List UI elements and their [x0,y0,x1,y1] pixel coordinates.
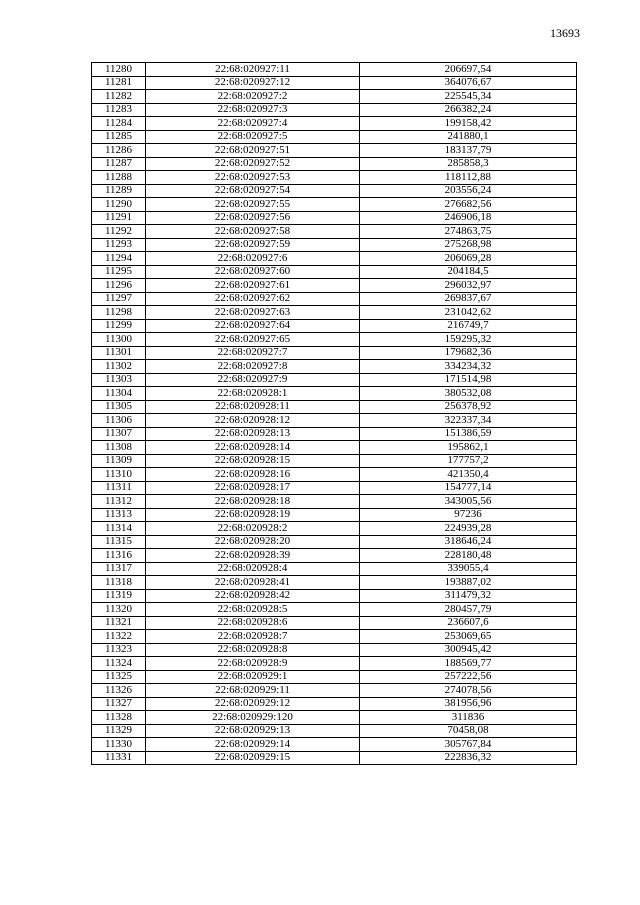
value-cell: 246906,18 [360,211,577,225]
cadastral-number-cell: 22:68:020927:58 [146,225,360,239]
value-cell: 151386,59 [360,427,577,441]
value-cell: 70458,08 [360,724,577,738]
cadastral-number-cell: 22:68:020927:54 [146,184,360,198]
cadastral-number-cell: 22:68:020927:5 [146,130,360,144]
row-number-cell: 11321 [92,616,146,630]
cadastral-number-cell: 22:68:020929:14 [146,738,360,752]
table-row [92,279,577,293]
table-row [92,400,577,414]
table-row [92,76,577,90]
table-row [92,238,577,252]
row-number-cell: 11291 [92,211,146,225]
row-number-cell: 11329 [92,724,146,738]
row-number-cell: 11306 [92,414,146,428]
cadastral-number-cell: 22:68:020928:7 [146,630,360,644]
cadastral-number-cell: 22:68:020929:12 [146,697,360,711]
value-cell: 381956,96 [360,697,577,711]
cadastral-number-cell: 22:68:020928:42 [146,589,360,603]
value-cell: 188569,77 [360,657,577,671]
cadastral-number-cell: 22:68:020929:11 [146,684,360,698]
table-row [92,724,577,738]
cadastral-number-cell: 22:68:020927:2 [146,90,360,104]
table-row [92,387,577,401]
table-row [92,508,577,522]
value-cell: 334234,32 [360,360,577,374]
value-cell: 285858,3 [360,157,577,171]
value-cell: 228180,48 [360,549,577,563]
table-row [92,306,577,320]
table-row [92,697,577,711]
table-row [92,468,577,482]
value-cell: 339055,4 [360,562,577,576]
value-cell: 206697,54 [360,63,577,77]
table-row [92,117,577,131]
table-row [92,495,577,509]
cadastral-value-table [91,62,577,765]
row-number-cell: 11286 [92,144,146,158]
cadastral-number-cell: 22:68:020928:17 [146,481,360,495]
row-number-cell: 11287 [92,157,146,171]
value-cell: 224939,28 [360,522,577,536]
table-row [92,738,577,752]
table-row [92,576,577,590]
row-number-cell: 11309 [92,454,146,468]
table-row [92,184,577,198]
table-row [92,130,577,144]
value-cell: 269837,67 [360,292,577,306]
row-number-cell: 11318 [92,576,146,590]
cadastral-number-cell: 22:68:020927:53 [146,171,360,185]
table-row [92,346,577,360]
table-row [92,630,577,644]
value-cell: 311479,32 [360,589,577,603]
value-cell: 275268,98 [360,238,577,252]
value-cell: 118112,88 [360,171,577,185]
table-row [92,670,577,684]
value-cell: 177757,2 [360,454,577,468]
cadastral-number-cell: 22:68:020927:59 [146,238,360,252]
value-cell: 225545,34 [360,90,577,104]
row-number-cell: 11303 [92,373,146,387]
cadastral-number-cell: 22:68:020927:64 [146,319,360,333]
cadastral-number-cell: 22:68:020929:120 [146,711,360,725]
value-cell: 276682,56 [360,198,577,212]
value-cell: 199158,42 [360,117,577,131]
cadastral-number-cell: 22:68:020927:55 [146,198,360,212]
row-number-cell: 11297 [92,292,146,306]
value-cell: 305767,84 [360,738,577,752]
row-number-cell: 11314 [92,522,146,536]
value-cell: 266382,24 [360,103,577,117]
row-number-cell: 11308 [92,441,146,455]
cadastral-number-cell: 22:68:020928:12 [146,414,360,428]
row-number-cell: 11293 [92,238,146,252]
cadastral-number-cell: 22:68:020927:56 [146,211,360,225]
table-row [92,144,577,158]
table-row [92,481,577,495]
table-row [92,414,577,428]
value-cell: 179682,36 [360,346,577,360]
value-cell: 300945,42 [360,643,577,657]
cadastral-number-cell: 22:68:020927:8 [146,360,360,374]
cadastral-number-cell: 22:68:020928:4 [146,562,360,576]
row-number-cell: 11290 [92,198,146,212]
table-row [92,427,577,441]
table-row [92,535,577,549]
value-cell: 236607,6 [360,616,577,630]
value-cell: 195862,1 [360,441,577,455]
cadastral-number-cell: 22:68:020928:41 [146,576,360,590]
row-number-cell: 11298 [92,306,146,320]
value-cell: 222836,32 [360,751,577,765]
row-number-cell: 11283 [92,103,146,117]
row-number-cell: 11317 [92,562,146,576]
row-number-cell: 11310 [92,468,146,482]
table-row [92,549,577,563]
value-cell: 204184,5 [360,265,577,279]
cadastral-number-cell: 22:68:020927:63 [146,306,360,320]
row-number-cell: 11300 [92,333,146,347]
value-cell: 183137,79 [360,144,577,158]
value-cell: 171514,98 [360,373,577,387]
row-number-cell: 11312 [92,495,146,509]
cadastral-number-cell: 22:68:020928:16 [146,468,360,482]
row-number-cell: 11331 [92,751,146,765]
cadastral-number-cell: 22:68:020928:18 [146,495,360,509]
cadastral-number-cell: 22:68:020928:2 [146,522,360,536]
table-row [92,103,577,117]
cadastral-number-cell: 22:68:020927:52 [146,157,360,171]
value-cell: 274078,56 [360,684,577,698]
value-cell: 154777,14 [360,481,577,495]
table-row [92,198,577,212]
cadastral-number-cell: 22:68:020927:51 [146,144,360,158]
cadastral-number-cell: 22:68:020929:1 [146,670,360,684]
row-number-cell: 11316 [92,549,146,563]
cadastral-number-cell: 22:68:020928:5 [146,603,360,617]
row-number-cell: 11320 [92,603,146,617]
value-cell: 318646,24 [360,535,577,549]
cadastral-number-cell: 22:68:020929:15 [146,751,360,765]
row-number-cell: 11289 [92,184,146,198]
cadastral-number-cell: 22:68:020927:62 [146,292,360,306]
row-number-cell: 11285 [92,130,146,144]
row-number-cell: 11299 [92,319,146,333]
cadastral-number-cell: 22:68:020927:6 [146,252,360,266]
row-number-cell: 11305 [92,400,146,414]
row-number-cell: 11326 [92,684,146,698]
table-row [92,265,577,279]
table-row [92,157,577,171]
cadastral-number-cell: 22:68:020928:9 [146,657,360,671]
table-row [92,643,577,657]
value-cell: 257222,56 [360,670,577,684]
row-number-cell: 11295 [92,265,146,279]
cadastral-number-cell: 22:68:020927:60 [146,265,360,279]
table-row [92,522,577,536]
table-row [92,292,577,306]
value-cell: 296032,97 [360,279,577,293]
value-cell: 380532,08 [360,387,577,401]
value-cell: 256378,92 [360,400,577,414]
row-number-cell: 11302 [92,360,146,374]
value-cell: 216749,7 [360,319,577,333]
row-number-cell: 11330 [92,738,146,752]
table-row [92,441,577,455]
cadastral-number-cell: 22:68:020928:6 [146,616,360,630]
cadastral-number-cell: 22:68:020928:14 [146,441,360,455]
row-number-cell: 11325 [92,670,146,684]
table-body [92,63,577,765]
value-cell: 193887,02 [360,576,577,590]
cadastral-number-cell: 22:68:020927:4 [146,117,360,131]
table-row [92,90,577,104]
row-number-cell: 11328 [92,711,146,725]
value-cell: 421350,4 [360,468,577,482]
row-number-cell: 11313 [92,508,146,522]
value-cell: 343005,56 [360,495,577,509]
table-row [92,333,577,347]
table-row [92,616,577,630]
value-cell: 231042,62 [360,306,577,320]
cadastral-number-cell: 22:68:020928:11 [146,400,360,414]
cadastral-number-cell: 22:68:020927:11 [146,63,360,77]
table-row [92,373,577,387]
row-number-cell: 11315 [92,535,146,549]
table-row [92,63,577,77]
row-number-cell: 11323 [92,643,146,657]
row-number-cell: 11311 [92,481,146,495]
cadastral-number-cell: 22:68:020927:12 [146,76,360,90]
row-number-cell: 11307 [92,427,146,441]
row-number-cell: 11280 [92,63,146,77]
table-row [92,603,577,617]
table-row [92,711,577,725]
row-number-cell: 11282 [92,90,146,104]
table-row [92,589,577,603]
row-number-cell: 11281 [92,76,146,90]
row-number-cell: 11319 [92,589,146,603]
value-cell: 322337,34 [360,414,577,428]
table-row [92,360,577,374]
cadastral-number-cell: 22:68:020928:15 [146,454,360,468]
table-row [92,171,577,185]
cadastral-number-cell: 22:68:020927:7 [146,346,360,360]
table-row [92,211,577,225]
cadastral-number-cell: 22:68:020928:8 [146,643,360,657]
row-number-cell: 11292 [92,225,146,239]
page-number: 13693 [550,26,580,40]
table-row [92,225,577,239]
cadastral-number-cell: 22:68:020928:19 [146,508,360,522]
cadastral-number-cell: 22:68:020929:13 [146,724,360,738]
table-row [92,319,577,333]
row-number-cell: 11324 [92,657,146,671]
row-number-cell: 11327 [92,697,146,711]
cadastral-number-cell: 22:68:020927:9 [146,373,360,387]
cadastral-number-cell: 22:68:020927:65 [146,333,360,347]
table-row [92,562,577,576]
value-cell: 311836 [360,711,577,725]
value-cell: 97236 [360,508,577,522]
table-row [92,751,577,765]
value-cell: 364076,67 [360,76,577,90]
value-cell: 241880,1 [360,130,577,144]
value-cell: 280457,79 [360,603,577,617]
row-number-cell: 11294 [92,252,146,266]
value-cell: 253069,65 [360,630,577,644]
value-cell: 206069,28 [360,252,577,266]
cadastral-number-cell: 22:68:020928:39 [146,549,360,563]
row-number-cell: 11322 [92,630,146,644]
row-number-cell: 11301 [92,346,146,360]
cadastral-number-cell: 22:68:020928:13 [146,427,360,441]
cadastral-number-cell: 22:68:020927:61 [146,279,360,293]
row-number-cell: 11304 [92,387,146,401]
value-cell: 274863,75 [360,225,577,239]
table-row [92,684,577,698]
table-row [92,454,577,468]
cadastral-number-cell: 22:68:020928:1 [146,387,360,401]
row-number-cell: 11296 [92,279,146,293]
cadastral-number-cell: 22:68:020928:20 [146,535,360,549]
value-cell: 159295,32 [360,333,577,347]
row-number-cell: 11284 [92,117,146,131]
cadastral-number-cell: 22:68:020927:3 [146,103,360,117]
value-cell: 203556,24 [360,184,577,198]
table-row [92,657,577,671]
row-number-cell: 11288 [92,171,146,185]
table-row [92,252,577,266]
